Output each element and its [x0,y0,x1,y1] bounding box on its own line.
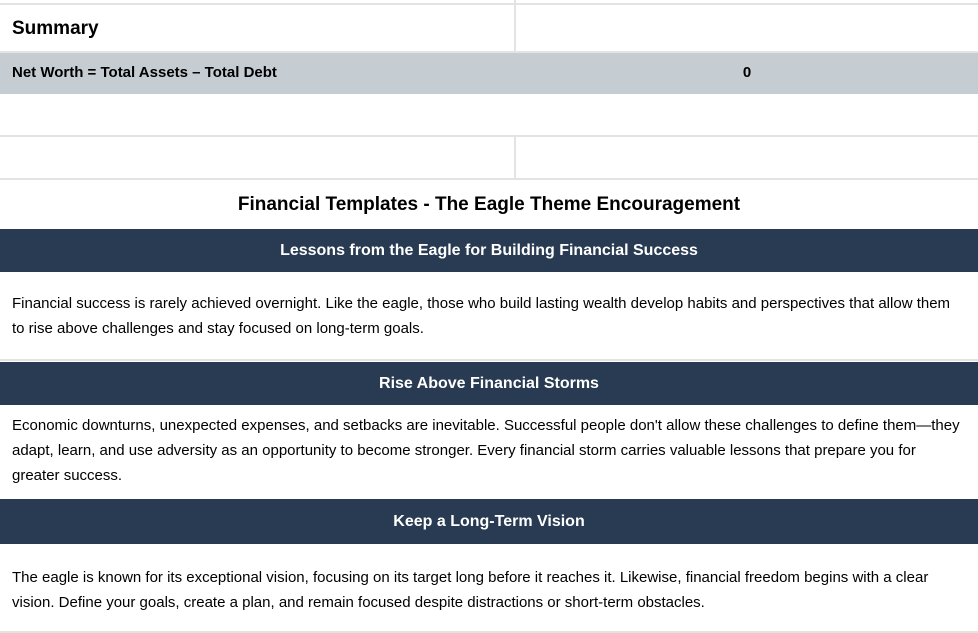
net-worth-label: Net Worth = Total Assets – Total Debt [12,64,277,81]
summary-cell[interactable] [0,5,516,51]
section-heading: Lessons from the Eagle for Building Financial Success [0,229,978,272]
section-heading: Keep a Long-Term Vision [0,499,978,544]
section-body: Economic downturns, unexpected expenses, and setbacks are inevitable. Successful people don't allow these challenges to define them—they adapt, learn, and use adversity as an opportunity to become stronger. Every financial storm carries valuable lessons that prepare you for greater success. [12,417,960,484]
net-worth-row[interactable] [0,53,978,94]
section-body: The eagle is known for its exceptional vision, focusing on its target long before it reaches it. Likewise, financial freedom begins with a clear vision. Define your goals, create a plan, and remain focused despite distractions or short-term obstacles. [12,569,929,611]
section-body-row[interactable] [0,544,978,633]
summary-row [0,5,978,53]
cell[interactable] [0,137,516,178]
section-body-row[interactable] [0,405,978,499]
net-worth-value[interactable]: 0 [742,64,752,81]
main-title: Financial Templates - The Eagle Theme Encouragement [237,194,741,215]
summary-title: Summary [12,18,99,39]
empty-row[interactable] [0,94,978,137]
cell[interactable] [0,0,516,3]
section-body: Financial success is rarely achieved overnight. Like the eagle, those who build lasting wealth develop habits and perspectives that allow them to rise above challenges and stay focused on long-term goals. [12,295,951,337]
section-heading: Rise Above Financial Storms [0,362,978,405]
section-body-row[interactable] [0,272,978,361]
empty-row [0,137,978,180]
